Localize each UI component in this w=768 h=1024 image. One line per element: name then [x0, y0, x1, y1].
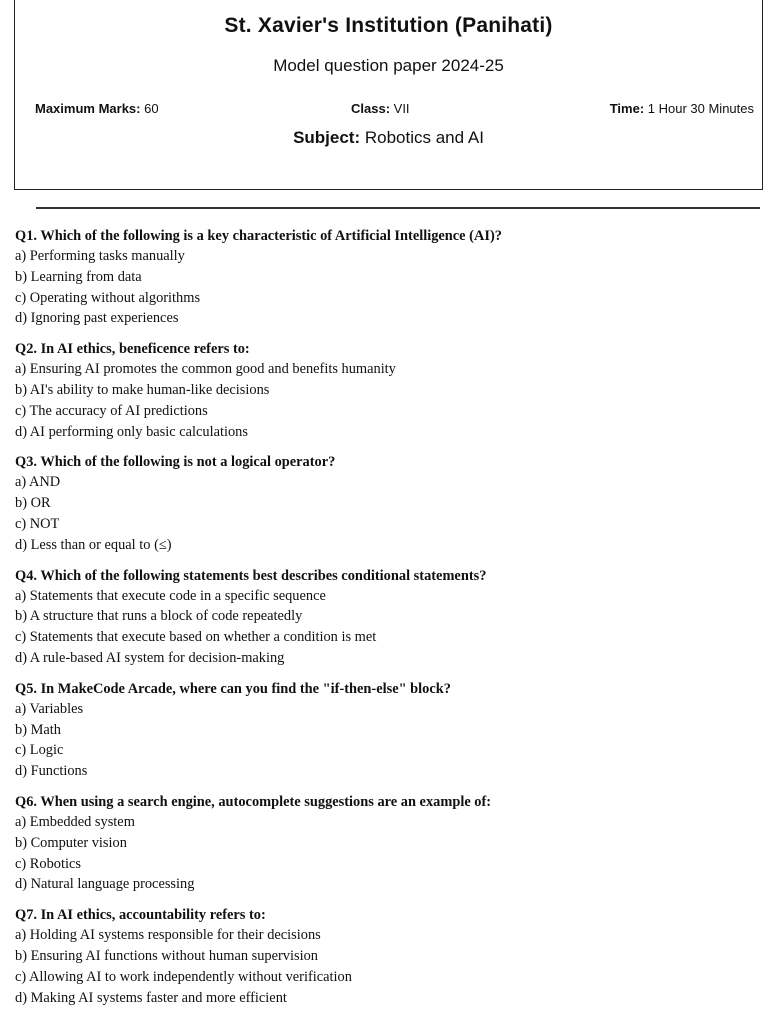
- option-a: a) Statements that execute code in a specific sequence: [15, 587, 326, 604]
- subject-label: Subject:: [293, 128, 361, 147]
- option-d: d) Natural language processing: [15, 876, 195, 893]
- divider: [36, 207, 760, 209]
- option-d: d) Less than or equal to (≤): [15, 536, 172, 553]
- option-b: b) Computer vision: [15, 834, 127, 851]
- question-text: Q6. When using a search engine, autocomplete suggestions are an example of:: [15, 793, 492, 810]
- option-a: a) AND: [15, 474, 61, 491]
- option-c: c) NOT: [15, 515, 60, 532]
- option-d: d) AI performing only basic calculations: [15, 423, 248, 440]
- marks-label: Maximum Marks:: [35, 101, 141, 116]
- header-box: [14, 0, 763, 190]
- option-c: c) Operating without algorithms: [15, 289, 201, 306]
- question-text: Q3. Which of the following is not a logical operator?: [15, 454, 336, 471]
- option-b: b) AI's ability to make human-like decisions: [15, 381, 270, 398]
- question-text: Q5. In MakeCode Arcade, where can you find the "if-then-else" block?: [15, 680, 451, 697]
- subject-value: Robotics and AI: [360, 128, 484, 147]
- option-d: d) Making AI systems faster and more efficient: [15, 989, 287, 1006]
- time-label: Time:: [609, 101, 645, 116]
- option-b: b) A structure that runs a block of code repeatedly: [15, 608, 303, 625]
- option-c: c) Allowing AI to work independently without verification: [15, 968, 352, 985]
- option-c: c) Logic: [15, 742, 64, 759]
- question-text: Q1. Which of the following is a key characteristic of Artificial Intelligence (AI)?: [15, 228, 502, 244]
- maximum-marks: [35, 101, 159, 116]
- school-name: St. Xavier's Institution (Panihati): [224, 14, 553, 37]
- option-c: c) The accuracy of AI predictions: [15, 402, 208, 419]
- option-c: c) Robotics: [15, 855, 81, 872]
- question-7: [15, 905, 760, 1008]
- option-a: a) Ensuring AI promotes the common good and benefits humanity: [15, 361, 396, 378]
- question-5: [15, 679, 760, 782]
- option-b: b) Math: [15, 721, 61, 738]
- question-text: Q7. In AI ethics, accountability refers to:: [15, 907, 266, 924]
- time-info: [610, 101, 754, 116]
- question-4: [15, 566, 760, 669]
- option-b: b) Ensuring AI functions without human supervision: [15, 947, 318, 964]
- subject-info: [15, 128, 762, 148]
- class-label: Class:: [351, 101, 391, 116]
- question-text: Q2. In AI ethics, beneficence refers to:: [15, 341, 250, 358]
- option-d: d) Ignoring past experiences: [15, 310, 179, 327]
- option-a: a) Performing tasks manually: [15, 248, 185, 264]
- question-2: [15, 339, 760, 442]
- question-6: [15, 792, 760, 895]
- question-1: [15, 226, 760, 329]
- option-a: a) Holding AI systems responsible for their decisions: [15, 927, 321, 944]
- question-text: Q4. Which of the following statements best describes conditional statements?: [15, 567, 487, 584]
- option-a: a) Variables: [15, 700, 84, 717]
- time-value: 1 Hour 30 Minutes: [644, 101, 754, 116]
- option-a: a) Embedded system: [15, 813, 135, 830]
- option-b: b) Learning from data: [15, 268, 142, 285]
- question-list: [15, 226, 760, 1018]
- paper-title: Model question paper 2024-25: [273, 56, 504, 75]
- class-value: VII: [390, 101, 410, 116]
- marks-value: 60: [140, 101, 159, 116]
- option-c: c) Statements that execute based on whether a condition is met: [15, 629, 377, 646]
- option-b: b) OR: [15, 495, 51, 512]
- option-d: d) A rule-based AI system for decision-making: [15, 649, 285, 666]
- option-d: d) Functions: [15, 763, 88, 780]
- class-info: [351, 101, 410, 116]
- question-3: [15, 452, 760, 555]
